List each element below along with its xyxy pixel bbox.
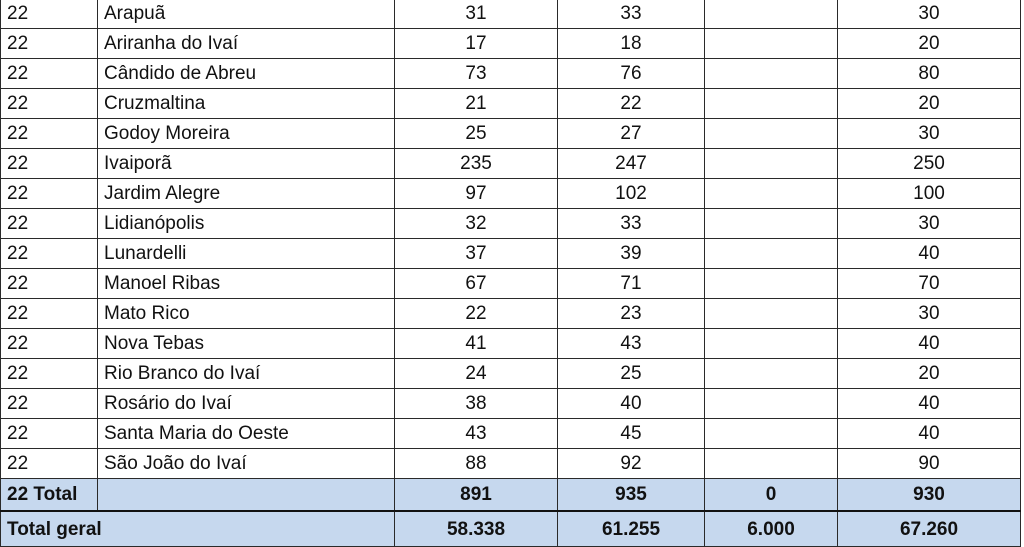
grand-total-row: [1, 511, 1021, 547]
value-cell-3[interactable]: [705, 419, 838, 449]
value-cell-1[interactable]: 67: [395, 269, 558, 299]
regional-cell[interactable]: 22: [1, 269, 98, 299]
value-cell-4[interactable]: 30: [838, 299, 1021, 329]
value-cell-1[interactable]: 31: [395, 0, 558, 29]
value-cell-3[interactable]: [705, 179, 838, 209]
table-row: [1, 29, 1021, 59]
subtotal-empty-cell[interactable]: [98, 479, 395, 512]
value-cell-4[interactable]: 40: [838, 239, 1021, 269]
value-cell-3[interactable]: [705, 389, 838, 419]
table-row: [1, 359, 1021, 389]
municipio-cell[interactable]: Rio Branco do Ivaí: [98, 359, 395, 389]
value-cell-3[interactable]: [705, 0, 838, 29]
value-cell-3[interactable]: [705, 59, 838, 89]
municipio-cell[interactable]: Manoel Ribas: [98, 269, 395, 299]
table-row: [1, 59, 1021, 89]
value-cell-1[interactable]: 88: [395, 449, 558, 479]
value-cell-2[interactable]: 33: [558, 209, 705, 239]
value-cell-4[interactable]: 80: [838, 59, 1021, 89]
value-cell-2[interactable]: 102: [558, 179, 705, 209]
table-row: [1, 89, 1021, 119]
value-cell-4[interactable]: 30: [838, 209, 1021, 239]
subtotal-value-cell-4[interactable]: 930: [838, 479, 1021, 512]
value-cell-3[interactable]: [705, 299, 838, 329]
table-row: [1, 0, 1021, 29]
value-cell-3[interactable]: [705, 209, 838, 239]
value-cell-3[interactable]: [705, 239, 838, 269]
value-cell-4[interactable]: 20: [838, 89, 1021, 119]
value-cell-2[interactable]: 27: [558, 119, 705, 149]
table-row: [1, 209, 1021, 239]
subtotal-value-cell-2[interactable]: 935: [558, 479, 705, 512]
municipio-cell[interactable]: Jardim Alegre: [98, 179, 395, 209]
grand-total-label-cell[interactable]: Total geral: [1, 511, 395, 547]
regional-cell[interactable]: 22: [1, 359, 98, 389]
regional-cell[interactable]: 22: [1, 179, 98, 209]
subtotal-value-cell-1[interactable]: 891: [395, 479, 558, 512]
value-cell-4[interactable]: 100: [838, 179, 1021, 209]
value-cell-4[interactable]: 70: [838, 269, 1021, 299]
value-cell-4[interactable]: 40: [838, 419, 1021, 449]
regional-cell[interactable]: 22: [1, 89, 98, 119]
value-cell-2[interactable]: 40: [558, 389, 705, 419]
value-cell-1[interactable]: 235: [395, 149, 558, 179]
regional-cell[interactable]: 22: [1, 419, 98, 449]
table-row: [1, 389, 1021, 419]
table-row: [1, 239, 1021, 269]
value-cell-2[interactable]: 18: [558, 29, 705, 59]
value-cell-2[interactable]: 43: [558, 329, 705, 359]
municipio-cell[interactable]: Rosário do Ivaí: [98, 389, 395, 419]
table-row: [1, 179, 1021, 209]
regional-cell[interactable]: 22: [1, 0, 98, 29]
municipio-cell[interactable]: Mato Rico: [98, 299, 395, 329]
value-cell-4[interactable]: 20: [838, 29, 1021, 59]
value-cell-1[interactable]: 73: [395, 59, 558, 89]
value-cell-4[interactable]: 40: [838, 329, 1021, 359]
regional-cell[interactable]: 22: [1, 59, 98, 89]
municipio-cell[interactable]: Cândido de Abreu: [98, 59, 395, 89]
value-cell-4[interactable]: 20: [838, 359, 1021, 389]
regional-cell[interactable]: 22: [1, 389, 98, 419]
table-row: [1, 149, 1021, 179]
regional-cell[interactable]: 22: [1, 119, 98, 149]
value-cell-1[interactable]: 97: [395, 179, 558, 209]
value-cell-2[interactable]: 39: [558, 239, 705, 269]
value-cell-3[interactable]: [705, 329, 838, 359]
regional-cell[interactable]: 22: [1, 329, 98, 359]
subtotal-label-cell[interactable]: 22 Total: [1, 479, 98, 512]
value-cell-3[interactable]: [705, 269, 838, 299]
grand-total-value-cell-1[interactable]: 58.338: [395, 511, 558, 547]
regional-cell[interactable]: 22: [1, 209, 98, 239]
value-cell-2[interactable]: 22: [558, 89, 705, 119]
value-cell-1[interactable]: 37: [395, 239, 558, 269]
value-cell-1[interactable]: 22: [395, 299, 558, 329]
table-row: [1, 419, 1021, 449]
value-cell-4[interactable]: 30: [838, 0, 1021, 29]
value-cell-2[interactable]: 45: [558, 419, 705, 449]
table-row: [1, 269, 1021, 299]
subtotal-row: [1, 479, 1021, 512]
value-cell-2[interactable]: 92: [558, 449, 705, 479]
value-cell-2[interactable]: 33: [558, 0, 705, 29]
municipio-cell[interactable]: Ivaiporã: [98, 149, 395, 179]
municipio-cell[interactable]: Cruzmaltina: [98, 89, 395, 119]
value-cell-3[interactable]: [705, 119, 838, 149]
municipio-cell[interactable]: Ariranha do Ivaí: [98, 29, 395, 59]
value-cell-4[interactable]: 40: [838, 389, 1021, 419]
value-cell-1[interactable]: 24: [395, 359, 558, 389]
table-row: [1, 299, 1021, 329]
municipio-cell[interactable]: Lunardelli: [98, 239, 395, 269]
regional-cell[interactable]: 22: [1, 449, 98, 479]
value-cell-2[interactable]: 247: [558, 149, 705, 179]
regional-cell[interactable]: 22: [1, 29, 98, 59]
value-cell-2[interactable]: 23: [558, 299, 705, 329]
value-cell-4[interactable]: 90: [838, 449, 1021, 479]
regional-cell[interactable]: 22: [1, 299, 98, 329]
table-row: [1, 329, 1021, 359]
value-cell-3[interactable]: [705, 149, 838, 179]
value-cell-3[interactable]: [705, 89, 838, 119]
value-cell-3[interactable]: [705, 29, 838, 59]
value-cell-2[interactable]: 76: [558, 59, 705, 89]
subtotal-value-cell-3[interactable]: 0: [705, 479, 838, 512]
value-cell-1[interactable]: 32: [395, 209, 558, 239]
municipio-cell[interactable]: Santa Maria do Oeste: [98, 419, 395, 449]
value-cell-4[interactable]: 30: [838, 119, 1021, 149]
municipio-cell[interactable]: Lidianópolis: [98, 209, 395, 239]
value-cell-1[interactable]: 38: [395, 389, 558, 419]
grand-total-value-cell-2[interactable]: 61.255: [558, 511, 705, 547]
municipio-cell[interactable]: Arapuã: [98, 0, 395, 29]
value-cell-2[interactable]: 25: [558, 359, 705, 389]
value-cell-3[interactable]: [705, 449, 838, 479]
municipio-cell[interactable]: Nova Tebas: [98, 329, 395, 359]
table-body: [1, 0, 1021, 547]
value-cell-1[interactable]: 17: [395, 29, 558, 59]
regional-cell[interactable]: 22: [1, 239, 98, 269]
grand-total-value-cell-4[interactable]: 67.260: [838, 511, 1021, 547]
grand-total-value-cell-3[interactable]: 6.000: [705, 511, 838, 547]
value-cell-1[interactable]: 25: [395, 119, 558, 149]
value-cell-1[interactable]: 21: [395, 89, 558, 119]
regional-cell[interactable]: 22: [1, 149, 98, 179]
municipio-cell[interactable]: Godoy Moreira: [98, 119, 395, 149]
table-row: [1, 449, 1021, 479]
value-cell-1[interactable]: 41: [395, 329, 558, 359]
value-cell-4[interactable]: 250: [838, 149, 1021, 179]
value-cell-3[interactable]: [705, 359, 838, 389]
table-row: [1, 119, 1021, 149]
municipio-cell[interactable]: São João do Ivaí: [98, 449, 395, 479]
value-cell-2[interactable]: 71: [558, 269, 705, 299]
value-cell-1[interactable]: 43: [395, 419, 558, 449]
